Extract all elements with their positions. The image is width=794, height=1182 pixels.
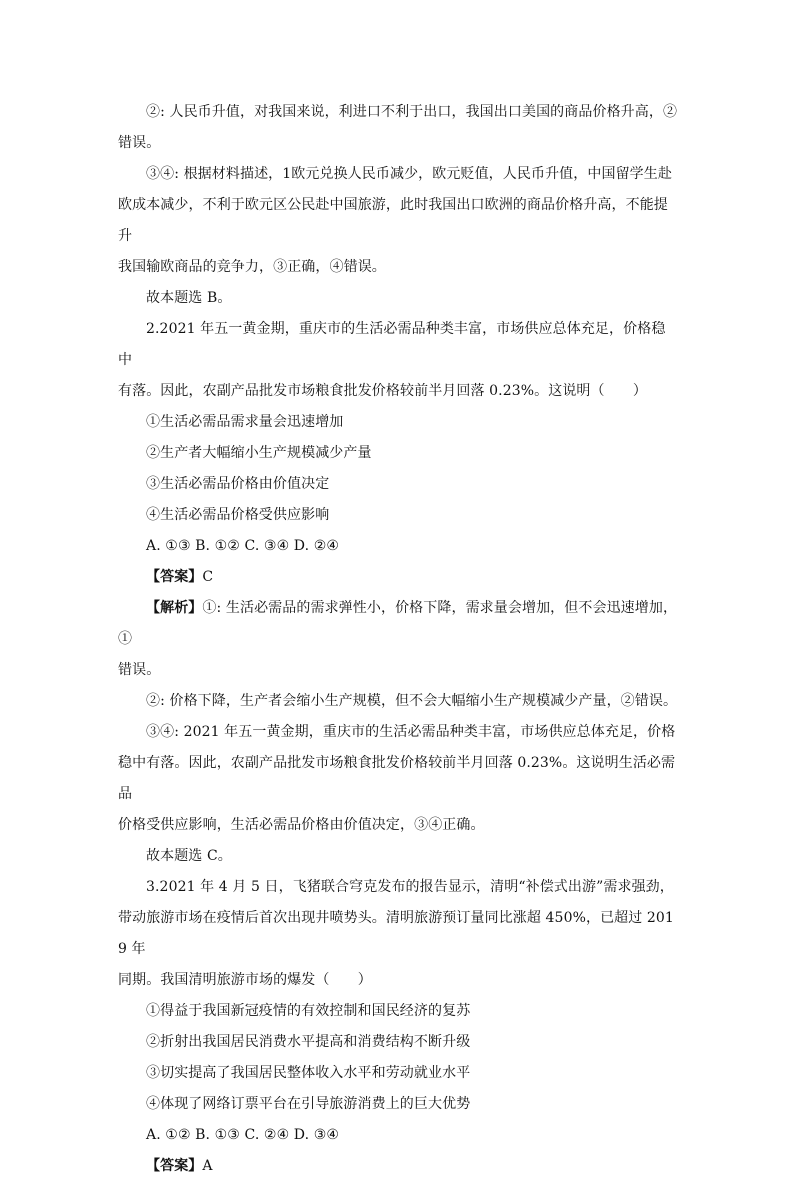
question-2-explanation [118,593,678,686]
question-2-explanation-34 [118,717,678,841]
text-line: ③④: 2021 年五一黄金期，重庆市的生活必需品种类丰富，市场供应总体充足，价格 [146,724,676,740]
text-line: ②折射出我国居民消费水平提高和消费结构不断升级 [146,1034,471,1050]
question-3-option-2 [118,1027,678,1058]
question-2-answer [118,562,678,593]
text-line: 欧成本减少，不利于欧元区公民赴中国旅游，此时我国出口欧洲的商品价格升高，不能提升 [118,197,668,244]
question-3-answer [118,1151,678,1182]
text-line: ③生活必需品价格由价值决定 [146,476,330,492]
answer-label: 【答案】 [146,1158,203,1174]
text-line: ①: 生活必需品的需求弹性小，价格下降，需求量会增加，但不会迅速增加，① [118,600,678,647]
text-line: 同期。我国清明旅游市场的爆发（ ） [118,972,372,988]
paragraph-conclusion-2 [118,841,678,872]
document-content [118,97,678,1182]
question-2-option-3 [118,469,678,500]
text-line: 价格受供应影响，生活必需品价格由价值决定，③④正确。 [118,817,485,833]
question-2-option-1 [118,407,678,438]
text-line: 错误。 [118,135,161,151]
text-line: A. ①③ B. ①② C. ③④ D. ②④ [146,538,339,554]
text-line: ②生产者大幅缩小生产规模减少产量 [146,445,372,461]
question-2-explanation-2 [118,686,678,717]
text-line: ①生活必需品需求量会迅速增加 [146,414,344,430]
question-2-stem [118,314,678,407]
text-line: ④生活必需品价格受供应影响 [146,507,330,523]
text-line: 3.2021 年 4 月 5 日，飞猪联合穹克发布的报告显示，清明“补偿式出游”需求强劲， [146,879,674,895]
text-line: A. ①② B. ①③ C. ②④ D. ③④ [146,1127,339,1143]
text-line: ②: 人民币升值，对我国来说，利进口不利于出口，我国出口美国的商品价格升高，② [146,104,678,120]
answer-value: A [202,1158,213,1174]
question-3-option-1 [118,996,678,1027]
question-2-option-4 [118,500,678,531]
paragraph-analysis-2 [118,97,678,159]
explanation-label: 【解析】 [146,600,203,616]
question-3-option-3 [118,1058,678,1089]
answer-label: 【答案】 [146,569,203,585]
question-2-choices [118,531,678,562]
question-2-option-2 [118,438,678,469]
text-line: ④体现了网络订票平台在引导旅游消费上的巨大优势 [146,1096,471,1112]
text-line: 稳中有落。因此，农副产品批发市场粮食批发价格较前半月回落 0.23%。这说明生活必需品 [118,755,676,802]
text-line: ③④: 根据材料描述，1欧元兑换人民币减少，欧元贬值，人民币升值，中国留学生赴 [146,166,672,182]
answer-value: C [202,569,214,585]
text-line: 故本题选 B。 [146,290,232,306]
text-line: ②: 价格下降，生产者会缩小生产规模，但不会大幅缩小生产规模减少产量，②错误。 [146,693,678,709]
text-line: ①得益于我国新冠疫情的有效控制和国民经济的复苏 [146,1003,471,1019]
text-line: 带动旅游市场在疫情后首次出现井喷势头。清明旅游预订量同比涨超 450%，已超过 2019 年 [118,910,674,957]
text-line: 错误。 [118,662,161,678]
text-line: 我国输欧商品的竞争力，③正确，④错误。 [118,259,386,275]
text-line: 2.2021 年五一黄金期，重庆市的生活必需品种类丰富，市场供应总体充足，价格稳中 [118,321,666,368]
text-line: 有落。因此，农副产品批发市场粮食批发价格较前半月回落 0.23%。这说明（ ） [118,383,647,399]
question-3-choices [118,1120,678,1151]
paragraph-conclusion-1 [118,283,678,314]
paragraph-analysis-34 [118,159,678,283]
question-3-option-4 [118,1089,678,1120]
question-3-stem [118,872,678,996]
text-line: 故本题选 C。 [146,848,232,864]
text-line: ③切实提高了我国居民整体收入水平和劳动就业水平 [146,1065,471,1081]
